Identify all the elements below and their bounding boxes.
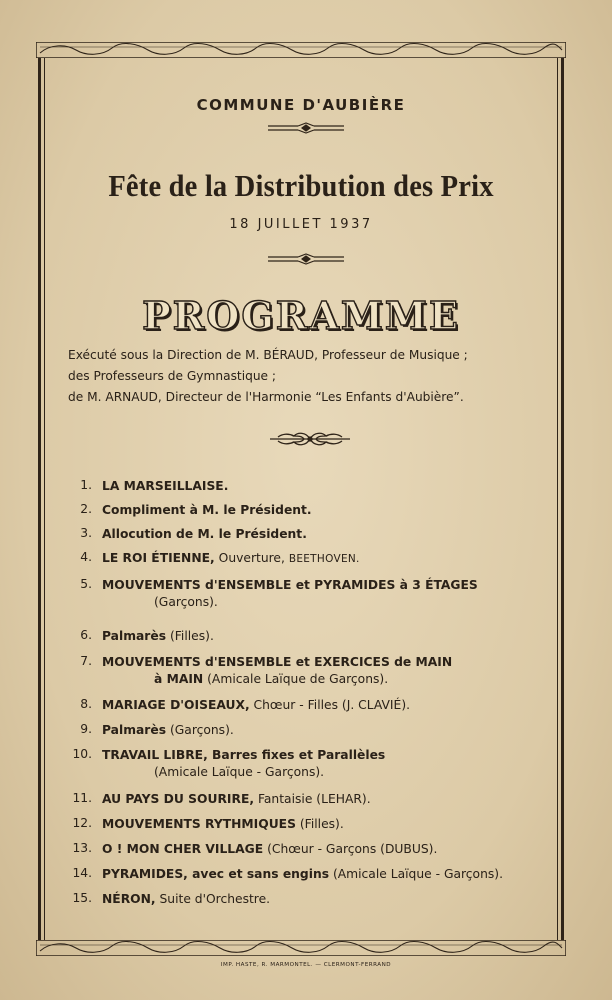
programme-page: COMMUNE D'AUBIÈRE Fête de la Distribution des Prix 18 JUILLET 1937 PROGRAMME Exécuté sous la Direction de M. BÉRAUD, Professeur de Musique ; des Professeurs de Gymnastique ; de M. ARNAUD, Directeur de l'Harmonie “Les Enfants d'Aubière”. 1. LA MARSEILLAISE. 2. Compliment à M. le Président. 3. Allocution de M. le Président. 4. LE ROI ÉTIENNE, Ouverture, BEETHOVEN. 5. MOUVEMENTS d'ENSEMBLE et PYRAMIDES à 3 ÉTAGES (Garçons). 6. Palmarès (Filles). 7. MOUVEMENTS d'ENSEMBLE et EXERCICES de MAIN à MAIN (Amicale Laïque de Garçons). 8. MARIAGE D'OISEAUX, Chœur - Filles (J. CLAVIÉ). 9. Palmarès (Garçons). 10. TRAVAIL LIBRE, Barres fixes et Parallèles (Amicale Laïque - Garçons). 11. AU PAYS DU SOURIRE, Fantaisie (LEHAR). 12. MOUVEMENTS RYTHMIQUES (Filles). 13. O ! MON CHER VILLAGE (Chœur - Garçons (DUBUS). 14. PYRAMIDES, avec et sans engins (Amicale Laïque - Garçons). 15. NÉRON, Suite d'Orchestre. IMP. HASTE, R. MARMONTEL. — CLERMONT-FERRAND (0, 0, 612, 1000)
small-divider-ornament (266, 253, 346, 265)
left-frame-inner-rule (44, 58, 45, 940)
event-title: Fête de la Distribution des Prix (108, 168, 494, 203)
left-frame-rule (38, 58, 41, 940)
top-border-ornament (36, 42, 566, 58)
direction-credits (68, 345, 558, 408)
event-date: 18 JUILLET 1937 (229, 217, 373, 232)
programme-heading: PROGRAMME (142, 293, 460, 338)
small-divider-ornament (266, 122, 346, 134)
bottom-border-ornament (36, 940, 566, 956)
direction-line: Exécuté sous la Direction de M. BÉRAUD, Professeur de Musique ; (68, 348, 468, 362)
leaf-ornament (268, 430, 352, 448)
direction-line: des Professeurs de Gymnastique ; (68, 369, 277, 383)
printer-imprint: IMP. HASTE, R. MARMONTEL. — CLERMONT-FERRAND (220, 962, 392, 968)
commune-heading: COMMUNE D'AUBIÈRE (196, 96, 406, 114)
direction-line: de M. ARNAUD, Directeur de l'Harmonie “Les Enfants d'Aubière”. (68, 390, 464, 404)
